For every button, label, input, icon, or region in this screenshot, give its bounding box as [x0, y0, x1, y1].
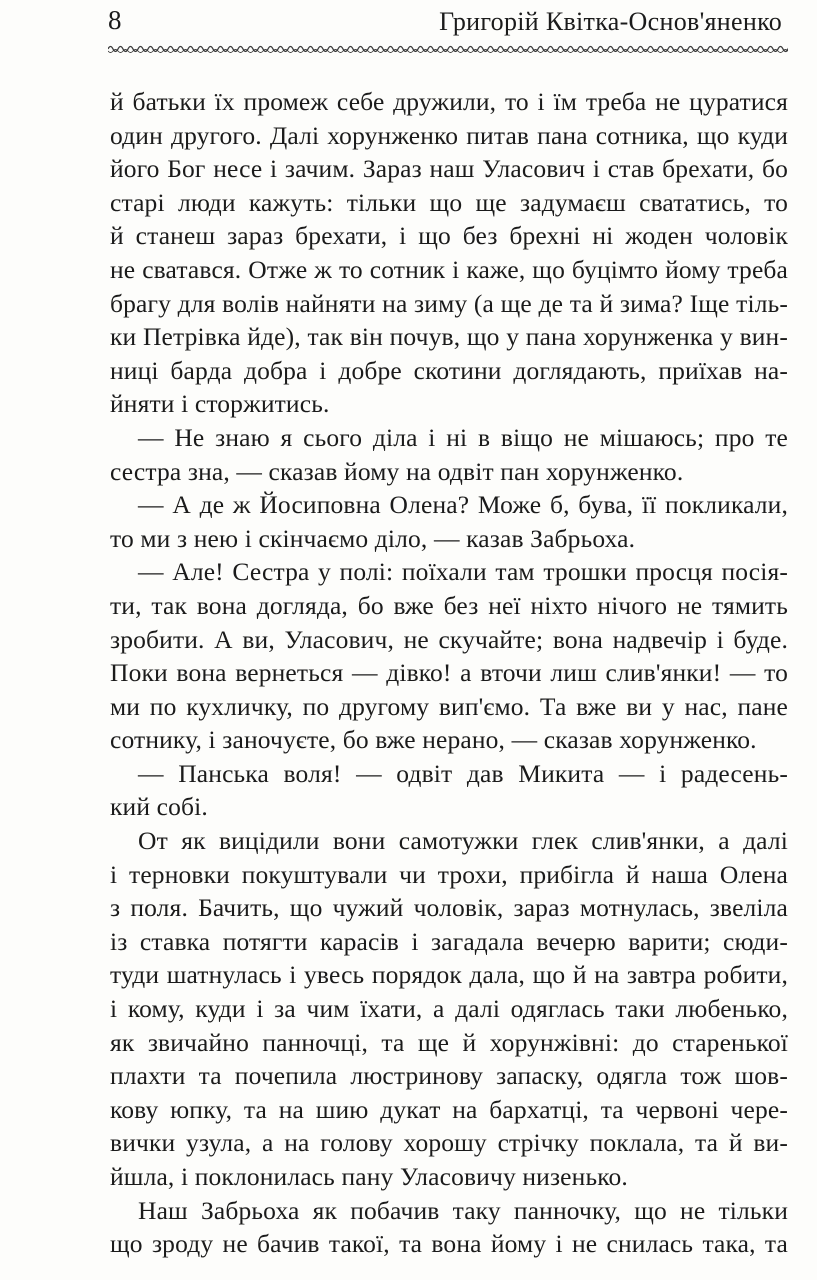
- text-line: зробити. А ви, Уласович, не скучайте; вона надвечір і буде.: [110, 624, 788, 654]
- text-line: із ставка потягти карасів і загадала вечерю варити; сюди-: [110, 926, 788, 956]
- text-line: Наш Забрьоха як побачив таку панночку, що не тільки: [138, 1195, 788, 1225]
- text-line: старі люди кажуть: тільки що ще задумаєш сватaтись, то: [110, 187, 788, 217]
- text-line: туди шатнулась і увесь порядок дала, що й на завтра робити,: [110, 960, 788, 990]
- text-line: Поки вона вернеться — дівко! а вточи лиш слив'янки! — то: [110, 658, 788, 688]
- text-line: й батьки їх промеж себе дружили, то і їм треба не цуратися: [110, 87, 788, 116]
- text-line: як звичайно панночці, та ще й хорунжівні: до старенької: [110, 1027, 788, 1057]
- text-line: ти, так вона догляда, бо вже без неї ніхто нічого не тямить: [110, 590, 788, 620]
- text-line: плахти та почепила люстринову запаску, одягла тож шов-: [110, 1061, 788, 1091]
- running-head: Григорій Квітка-Основ'яненко: [439, 7, 782, 36]
- text-line: ки Петрівка йде), так він почув, що у пана хорунженка у вин-: [110, 322, 788, 352]
- text-line: й станеш зараз брехати, і що без брехні ні жоден чоловік: [110, 221, 788, 251]
- text-line: йняти і сторжитись.: [110, 389, 330, 419]
- text-line: ми по кухличку, по другому вип'ємо. Та вже ви у нас, пане: [110, 691, 788, 721]
- text-line: не сватався. Отже ж то сотник і каже, що буцімто йому треба: [110, 254, 788, 284]
- text-line: сотнику, і заночуєте, бо вже нерано, — сказав хорунженко.: [110, 725, 757, 755]
- text-line: — Панська воля! — одвіт дав Микита — і радесень-: [138, 758, 788, 788]
- text-line: кову юпку, та на шию дукат на бархатці, та червоні чере-: [110, 1094, 788, 1124]
- text-line: вички узула, а на голову хорошу стрічку поклала, та й ви-: [110, 1128, 788, 1158]
- text-line: його Бог несе і зачим. Зараз наш Уласович і став брехати, бо: [110, 154, 788, 184]
- page-number: 8: [108, 5, 122, 35]
- text-line: один другого. Далі хорунженко питав пана сотника, що куди: [110, 120, 788, 150]
- text-line: і терновки покуштували чи трохи, прибігла й наша Олена: [110, 859, 788, 889]
- text-line: і кому, куди і за чим їхати, а далі одяглась таки любенько,: [110, 994, 788, 1024]
- page-header: [0, 0, 817, 60]
- text-line: кий собі.: [110, 792, 208, 822]
- text-line: то ми з нею і скінчаємо діло, — казав Забрьоха.: [110, 523, 636, 553]
- text-line: з поля. Бачить, що чужий чоловік, зараз мотнулась, звеліла: [110, 893, 788, 923]
- text-line: брагу для волів найняти на зиму (а ще де та й зима? Іще тіль-: [110, 288, 788, 318]
- text-line: — Але! Сестра у полі: поїхали там трошки просця посія-: [138, 557, 788, 587]
- text-line: От як вицідили вони самотужки глек слив'янки, а далі: [138, 826, 788, 856]
- wavy-rule-ornament-icon: [108, 42, 788, 56]
- text-line: — Не знаю я сього діла і ні в віщо не мішаюсь; про те: [138, 422, 788, 452]
- body-text: [110, 85, 788, 1261]
- text-line: йшла, і поклонилась пану Уласовичу низенько.: [110, 1162, 628, 1191]
- text-line: — А де ж Йосиповна Олена? Може б, бува, її покликали,: [138, 490, 788, 520]
- text-line: що зроду не бачив такої, та вона йому і не снилась така, та: [110, 1229, 788, 1259]
- text-line: ниці барда добра і добре скотини доглядають, приїхав на-: [110, 355, 788, 385]
- text-line: сестра зна, — сказав йому на одвіт пан хорунженко.: [110, 456, 684, 486]
